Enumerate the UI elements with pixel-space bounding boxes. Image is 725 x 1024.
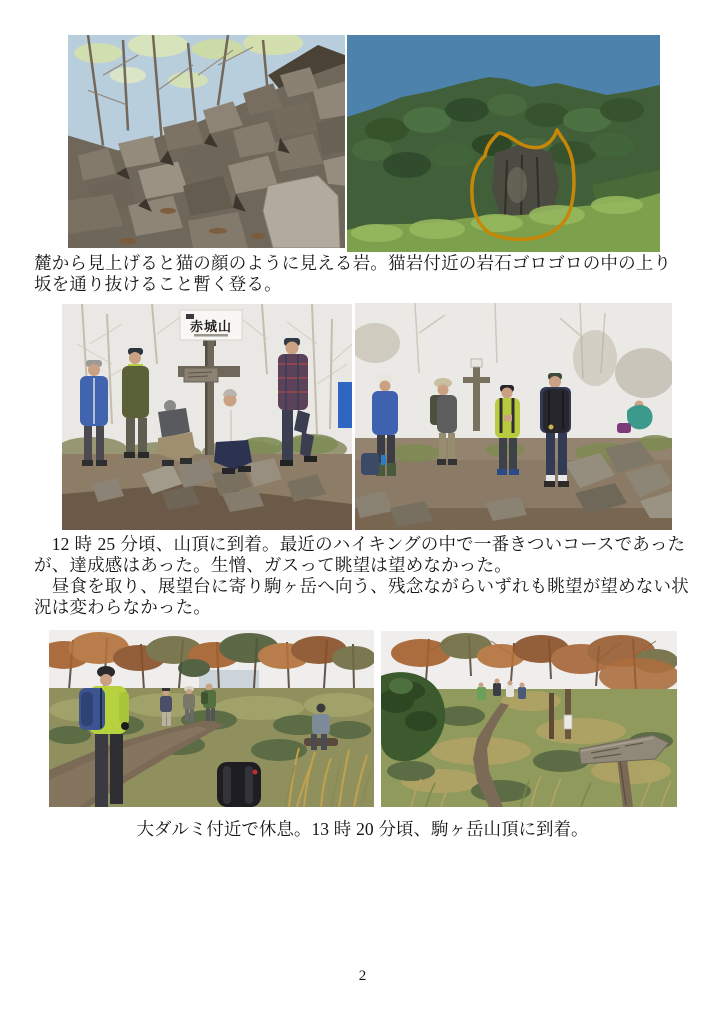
summit-milling-illustration — [355, 303, 672, 530]
trail-rest-illustration — [49, 630, 374, 807]
photo-summit-milling — [355, 303, 672, 530]
cat-rock-illustration — [347, 35, 660, 252]
paragraph-summit — [34, 534, 700, 618]
trail-komagatake-illustration — [381, 631, 677, 807]
page-number: 2 — [358, 968, 367, 984]
summit-sign-text: 赤城山 — [189, 319, 233, 334]
text-line: が、達成感はあった。生憎、ガスって眺望は望めなかった。 — [34, 555, 512, 575]
photo-rocky-slope — [68, 35, 345, 248]
caption-bottom: 大ダルミ付近で休息。13 時 20 分頃、駒ヶ岳山頂に到着。 — [136, 819, 589, 839]
text-line: 麓から見上げると猫の顔のように見える岩。猫岩付近の岩石ゴロゴロの中の上り — [34, 253, 672, 273]
hiker-partial-right — [338, 367, 352, 428]
text-line: 12 時 25 分頃、山頂に到着。最近のハイキングの中で一番きついコースであった — [51, 534, 686, 554]
paragraph-cat-rock — [34, 253, 700, 295]
text-line: 坂を通り抜けること暫く登る。 — [34, 274, 282, 294]
summit-group-illustration — [62, 304, 352, 530]
photo-cat-rock — [347, 35, 660, 252]
text-line: 況は変わらなかった。 — [34, 597, 211, 617]
photo-summit-group — [62, 304, 352, 530]
text-line: 昼食を取り、展望台に寄り駒ヶ岳へ向う、残念ながらいずれも眺望が望めない状 — [34, 576, 689, 596]
ground-backpack — [217, 762, 261, 807]
photo-trail-komagatake — [381, 631, 677, 807]
rocky-slope-illustration — [68, 35, 345, 248]
photo-trail-rest — [49, 630, 374, 807]
